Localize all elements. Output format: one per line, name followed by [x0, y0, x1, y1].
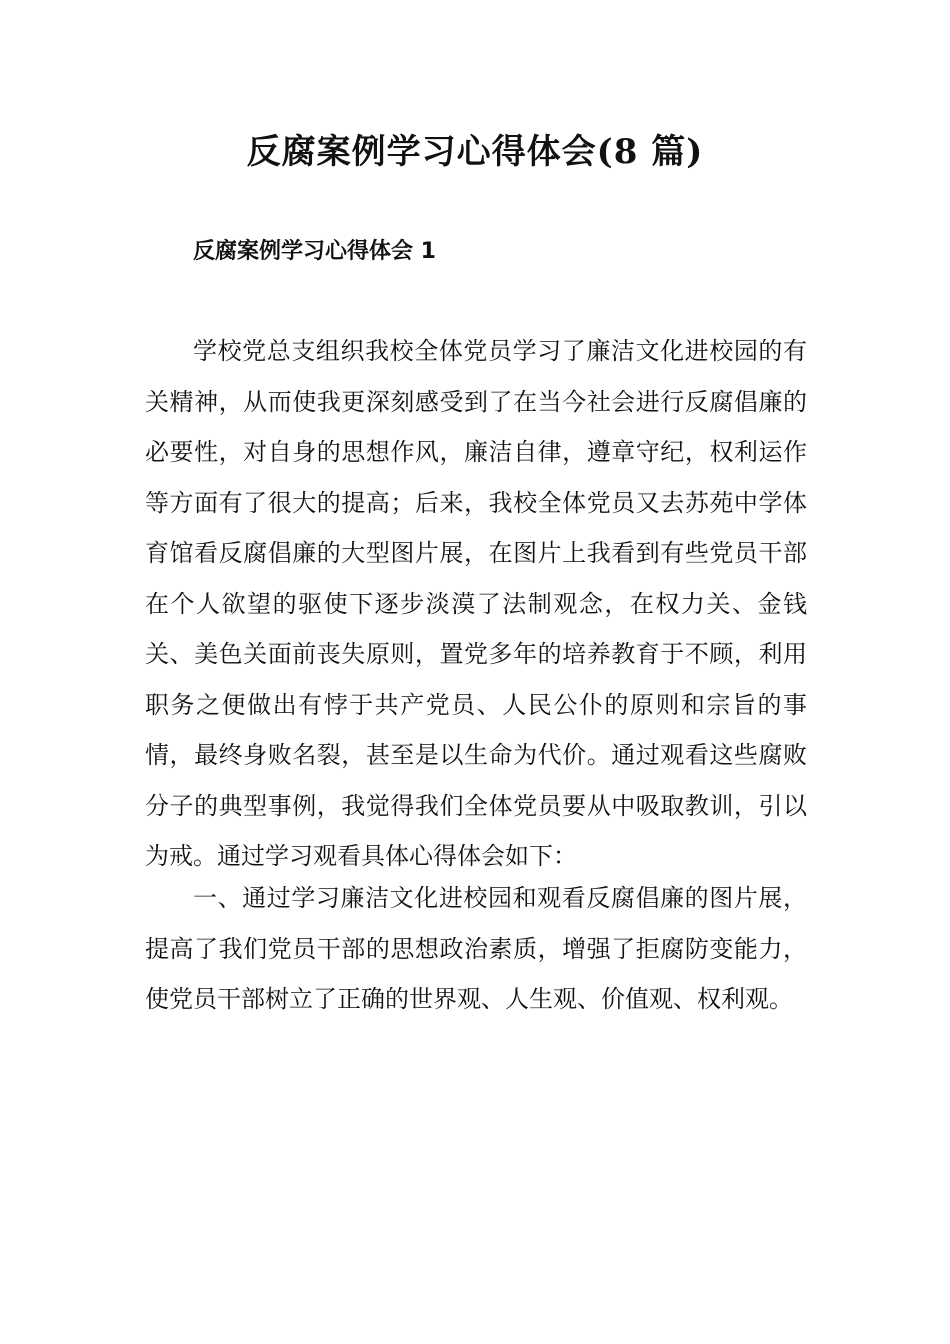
section-heading: 反腐案例学习心得体会 1 — [193, 239, 436, 264]
body-paragraph-1: 学校党总支组织我校全体党员学习了廉洁文化进校园的有关精神，从而使我更深刻感受到了在当今社会进行反腐倡廉的必要性，对自身的思想作风，廉洁自律，遵章守纪，权利运作等方面有了很大的提高；后来，我校全体党员又去苏苑中学体育馆看反腐倡廉的大型图片展，在图片上我看到有些党员干部在个人欲望的驱使下逐步淡漠了法制观念，在权力关、金钱关、美色关面前丧失原则，置党多年的培养教育于不顾，利用职务之便做出有悖于共产党员、人民公仆的原则和宗旨的事情，最终身败名裂，甚至是以生命为代价。通过观看这些腐败分子的典型事例，我觉得我们全体党员要从中吸取教训，引以为戒。通过学习观看具体心得体会如下： — [145, 337, 807, 870]
document-title: 反腐案例学习心得体会(8 篇) — [246, 132, 704, 172]
body-paragraph-2: 一、通过学习廉洁文化进校园和观看反腐倡廉的图片展，提高了我们党员干部的思想政治素质，增强了拒腐防变能力，使党员干部树立了正确的世界观、人生观、价值观、权利观。 — [145, 884, 807, 1013]
